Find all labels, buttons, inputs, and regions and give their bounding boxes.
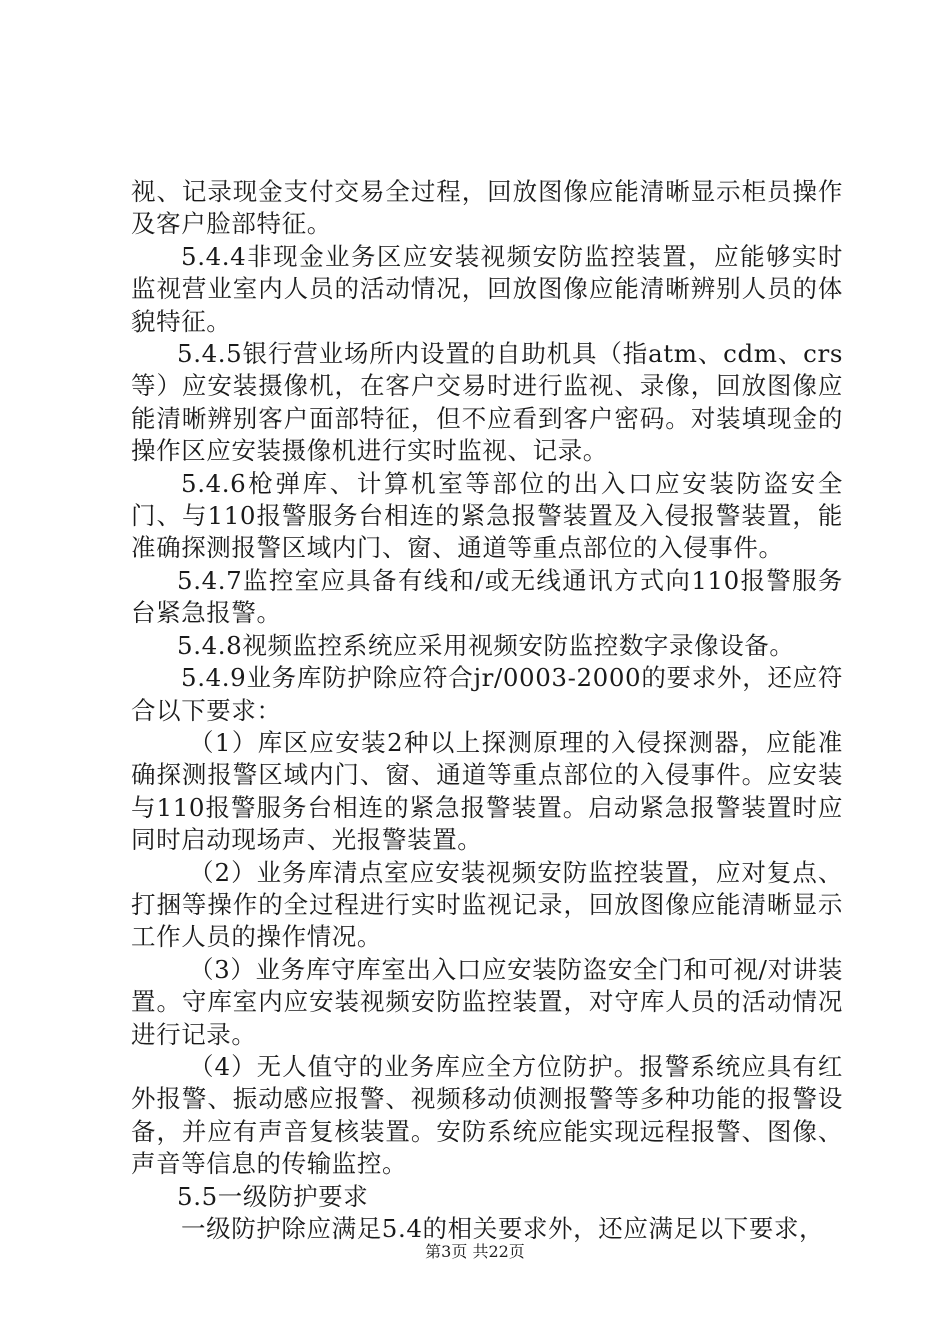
- paragraph-item-1: （1）库区应安装2种以上探测原理的入侵探测器，应能准确探测报警区域内门、窗、通道等重点部位的入侵事件。应安装与110报警服务台相连的紧急报警装置。启动紧急报警装置时应同时启动现场声、光报警装置。: [131, 727, 843, 855]
- paragraph-5-4-5: 5.4.5银行营业场所内设置的自助机具（指atm、cdm、crs等）应安装摄像机，在客户交易时进行监视、录像，回放图像应能清晰辨别客户面部特征，但不应看到客户密码。对装填现金的操作区应安装摄像机进行实时监视、记录。: [131, 339, 843, 466]
- paragraph-5-5-intro: 一级防护除应满足5.4的相关要求外，还应满足以下要求，: [181, 1214, 825, 1243]
- document-body: [131, 176, 843, 1245]
- paragraph-5-4-7: 5.4.7监控室应具备有线和/或无线通讯方式向110报警服务台紧急报警。: [131, 565, 843, 628]
- paragraph-item-3: （3）业务库守库室出入口应安装防盗安全门和可视/对讲装置。守库室内应安装视频安防监控装置，对守库人员的活动情况进行记录。: [131, 954, 843, 1049]
- paragraph-5-4-4: 5.4.4非现金业务区应安装视频安防监控装置，应能够实时监视营业室内人员的活动情况，回放图像应能清晰辨别人员的体貌特征。: [131, 241, 843, 336]
- paragraph-5-4-9: 5.4.9业务库防护除应符合jr/0003-2000的要求外，还应符合以下要求：: [131, 663, 843, 725]
- paragraph-item-2: （2）业务库清点室应安装视频安防监控装置，应对复点、打捆等操作的全过程进行实时监视记录，回放图像应能清晰显示工作人员的操作情况。: [131, 857, 843, 952]
- page-number-footer: 第3页 共22页: [425, 1242, 525, 1261]
- paragraph-5-4-8: 5.4.8视频监控系统应采用视频安防监控数字录像设备。: [177, 630, 795, 660]
- paragraph-5-4-6: 5.4.6枪弹库、计算机室等部位的出入口应安装防盗安全门、与110报警服务台相连的紧急报警装置及入侵报警装置，能准确探测报警区域内门、窗、通道等重点部位的入侵事件。: [131, 468, 843, 563]
- section-heading-5-5: 5.5一级防护要求: [177, 1181, 369, 1211]
- paragraph-item-4: （4）无人值守的业务库应全方位防护。报警系统应具有红外报警、振动感应报警、视频移动侦测报警等多种功能的报警设备，并应有声音复核装置。安防系统应能实现远程报警、图像、声音等信息的传输监控。: [131, 1051, 843, 1179]
- paragraph-continuation: 视、记录现金支付交易全过程，回放图像应能清晰显示柜员操作及客户脸部特征。: [131, 177, 843, 239]
